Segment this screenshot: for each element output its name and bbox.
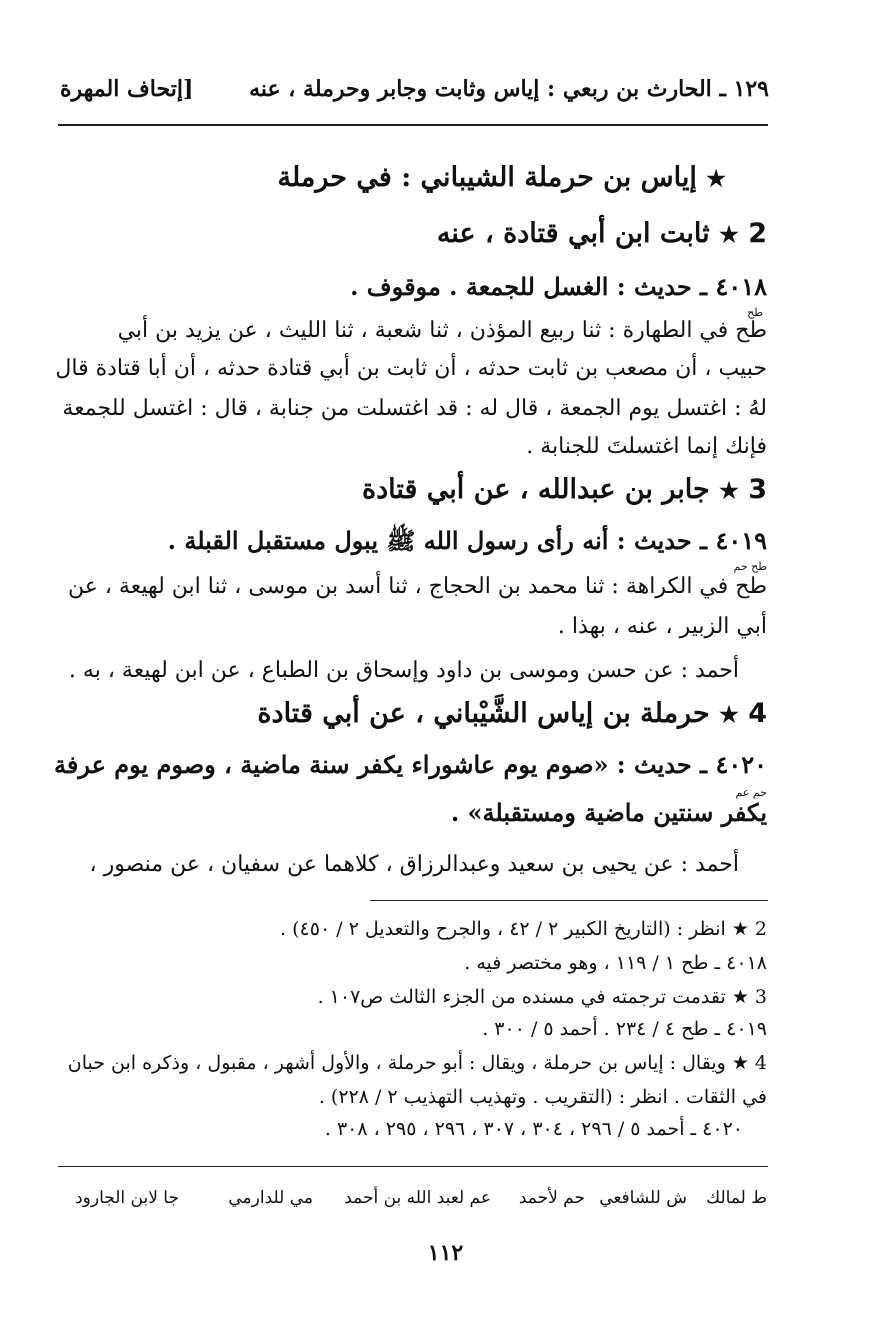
- abbreviations-rule: [58, 1166, 768, 1167]
- section-heading-text: إياس بن حرملة الشيباني : في حرملة: [277, 162, 697, 193]
- source-mark: طح: [747, 306, 763, 319]
- hadith-4019-line-1: طح في الكراهة : ثنا محمد بن الحجاج ، ثنا أسد بن موسى ، ثنا ابن لهيعة ، عن: [67, 574, 767, 599]
- footnote-3: 3 ★ تقدمت ترجمته في مسنده من الجزء الثالث ص١٠٧ .: [317, 986, 767, 1008]
- section-heading-4: [257, 698, 767, 729]
- section-number: 4: [748, 698, 767, 729]
- running-header-book: [إتحاف المهرة: [60, 76, 194, 102]
- abbreviation: ش للشافعي: [599, 1188, 687, 1208]
- footnote-4: ٤٠١٩ ـ طح ٤ / ٢٣٤ . أحمد ٥ / ٣٠٠ .: [482, 1018, 767, 1040]
- hadith-4019-line-2: أبي الزبير ، عنه ، بهذا .: [557, 614, 767, 639]
- abbreviation: مي للدارمي: [228, 1188, 313, 1208]
- abbreviation: عم لعبد الله بن أحمد: [344, 1188, 491, 1208]
- source-mark: طح حم: [733, 560, 767, 573]
- star-icon: ★: [719, 702, 739, 728]
- footnote-5: 4 ★ ويقال : إياس بن حرملة ، ويقال : أبو حرملة ، والأول أشهر ، مقبول ، وذكره ابن حبان: [67, 1052, 767, 1074]
- section-heading-text: جابر بن عبدالله ، عن أبي قتادة: [361, 474, 710, 505]
- hadith-4018-line-2: حبيب ، أن مصعب بن ثابت حدثه ، أن ثابت بن أبي قتادة حدثه ، أن أبا قتادة قال: [55, 356, 767, 381]
- section-number: 2: [748, 218, 767, 249]
- section-heading-1: [278, 162, 726, 193]
- section-heading-3: [362, 474, 767, 505]
- hadith-4020-line-2: يكفر سنتين ماضية ومستقبلة» .: [450, 798, 767, 827]
- page-number: ١١٢: [427, 1240, 464, 1266]
- footnote-6: في الثقات . انظر : (التقريب . وتهذيب التهذيب ٢ / ٢٢٨) .: [318, 1086, 767, 1108]
- hadith-4019-ahmad: أحمد : عن حسن وموسى بن داود وإسحاق بن الطباع ، عن ابن لهيعة ، به .: [68, 658, 739, 683]
- hadith-4020-title: ٤٠٢٠ ـ حديث : «صوم يوم عاشوراء يكفر سنة ماضية ، وصوم يوم عرفة: [53, 750, 767, 779]
- running-header-title: ١٢٩ ـ الحارث بن ربعي : إياس وثابت وجابر وحرملة ، عنه: [249, 76, 769, 102]
- hadith-4018-line-1: طح في الطهارة : ثنا ربيع المؤذن ، ثنا شعبة ، ثنا الليث ، عن يزيد بن أبي: [117, 318, 767, 343]
- hadith-4018-title: ٤٠١٨ ـ حديث : الغسل للجمعة . موقوف .: [350, 272, 767, 301]
- abbreviation: ط لمالك: [706, 1188, 767, 1208]
- hadith-4018-line-4: فإنك إنما اغتسلتَ للجنابة .: [526, 434, 767, 459]
- header-rule: [58, 124, 768, 126]
- section-heading-text: ثابت ابن أبي قتادة ، عنه: [436, 218, 710, 249]
- star-icon: ★: [706, 166, 726, 192]
- hadith-4020-ahmad: أحمد : عن يحيى بن سعيد وعبدالرزاق ، كلاهما عن سفيان ، عن منصور ،: [89, 852, 739, 877]
- footnote-2: ٤٠١٨ ـ طح ١ / ١١٩ ، وهو مختصر فيه .: [464, 952, 767, 974]
- footnote-separator: [370, 900, 768, 901]
- star-icon: ★: [719, 222, 739, 248]
- section-heading-text: حرملة بن إياس الشَّيْباني ، عن أبي قتادة: [257, 698, 710, 729]
- source-mark: حم عم: [735, 786, 767, 799]
- star-icon: ★: [719, 478, 739, 504]
- abbreviation: حم لأحمد: [518, 1188, 585, 1208]
- footnote-7: ٤٠٢٠ ـ أحمد ٥ / ٢٩٦ ، ٣٠٤ ، ٣٠٧ ، ٢٩٦ ، ٢٩٥ ، ٣٠٨ .: [324, 1118, 743, 1140]
- section-heading-2: [437, 218, 767, 249]
- hadith-4019-title: ٤٠١٩ ـ حديث : أنه رأى رسول الله ﷺ يبول مستقبل القبلة .: [167, 526, 767, 555]
- hadith-4018-line-3: لهُ : اغتسل يوم الجمعة ، قال له : قد اغتسلت من جنابة ، قال : اغتسل للجمعة: [62, 396, 767, 421]
- abbreviation: جا لابن الجارود: [75, 1188, 179, 1208]
- section-number: 3: [748, 474, 767, 505]
- footnote-1: 2 ★ انظر : (التاريخ الكبير ٢ / ٤٢ ، والجرح والتعديل ٢ / ٤٥٠) .: [280, 918, 767, 940]
